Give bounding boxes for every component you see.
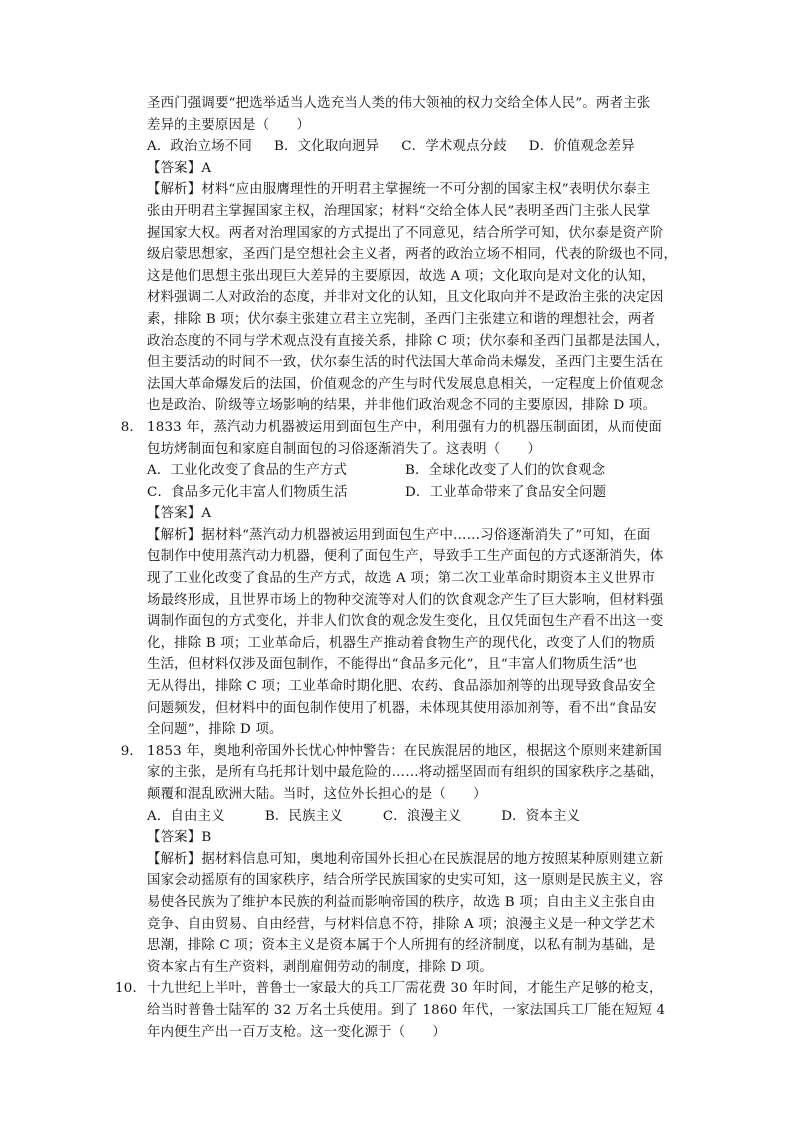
- question-number: 9．: [120, 743, 143, 759]
- question-stem-line: 给当时普鲁士陆军的 32 万名士兵使用。到了 1860 年代，一家法国兵工厂能在短短 4: [147, 1002, 666, 1018]
- answer: 【答案】A: [147, 506, 212, 522]
- option-c: C．浪漫主义: [382, 808, 462, 824]
- answer: 【答案】A: [147, 160, 212, 176]
- analysis-line: 但主要活动的时间不一致，伏尔泰生活的时代法国大革命尚未爆发，圣西门主要生活在: [147, 355, 664, 371]
- options-row: [147, 460, 649, 482]
- question-stem-line: [115, 978, 663, 1000]
- analysis-line: 政治态度的不同与学术观点没有直接关系，排除 C 项；伏尔泰和圣西门虽都是法国人，: [147, 333, 670, 349]
- analysis-line: 握国家大权。两者对治理国家的方式提出了不同意见，结合所学可知，伏尔泰是资产阶: [147, 225, 664, 241]
- analysis: [147, 525, 664, 741]
- question-stem-line: 颠覆和混乱欧洲大陆。当时，这位外长担心的是（ ）: [147, 787, 487, 802]
- analysis-line: 思潮，排除 C 项；资本主义是资本属于个人所拥有的经济制度，以私有制为基础，是: [147, 938, 656, 954]
- option-d: D．资本主义: [501, 808, 581, 824]
- analysis: [147, 849, 664, 979]
- analysis-line: 张由开明君主掌握国家主权，治理国家；材料“交给全体人民”表明圣西门主张人民掌: [147, 203, 651, 219]
- analysis-line: 国家会动摇原有的国家秩序，结合所学民族国家的史实可知，这一原则是民族主义，容: [147, 873, 664, 889]
- analysis-line: 【解析】材料“应由服膺理性的开明君主掌握统一不可分割的国家主权”表明伏尔泰主: [147, 182, 651, 198]
- question-stem-line: 家的主张，是所有乌托邦计划中最危险的……将动摇坚固而有组织的国家秩序之基础，: [147, 765, 664, 781]
- analysis-line: 场最终形成，且世界市场上的物种交流等对人们的饮食观念产生了巨大影响，但材料强: [147, 592, 664, 608]
- question-10: [115, 978, 666, 1043]
- option-b: B．全球化改变了人们的饮食观念: [405, 463, 606, 479]
- analysis-line: 材料强调二人对政治的态度，并非对文化的认知，且文化取向并不是政治主张的决定因: [147, 290, 664, 306]
- question-stem-line: 差异的主要原因是（ ）: [147, 117, 311, 133]
- options-row: [147, 806, 649, 828]
- question-stem-line: 年内便生产出一百万支枪。这一变化源于（ ）: [147, 1024, 446, 1040]
- question-number: 10．: [115, 981, 147, 997]
- option-b: B．民族主义: [264, 808, 343, 824]
- analysis-line: 易使各民族为了维护本民族的利益而影响帝国的秩序，故选 B 项；自由主义主张自由: [147, 894, 656, 910]
- options-row: [147, 482, 649, 504]
- option-c: C．学术观点分歧: [401, 139, 507, 155]
- analysis-line: 生活，但材料仅涉及面包制作，不能得出“食品多元化”，且“丰富人们物质生活”也: [147, 657, 638, 673]
- question-stem-line: [120, 417, 663, 439]
- question-7: [147, 93, 678, 417]
- analysis-line: 素，排除 B 项；伏尔泰主张建立君主立宪制，圣西门主张建立和谐的理想社会，两者: [147, 311, 656, 327]
- analysis-line: 包制作中使用蒸汽动力机器，便利了面包生产，导致手工生产面包的方式逐渐消失，体: [147, 549, 664, 565]
- analysis-line: 竞争、自由贸易、自由经营，与材料信息不符，排除 A 项；浪漫主义是一种文学艺术: [147, 916, 656, 932]
- option-d: D．价值观念差异: [528, 139, 635, 155]
- analysis-line: 现了工业化改变了食品的生产方式，故选 A 项；第二次工业革命时期资本主义世界市: [147, 571, 656, 587]
- question-stem-line: [120, 741, 663, 763]
- analysis-line: 法国大革命爆发后的法国，价值观念的产生与时代发展息息相关，一定程度上价值观念: [147, 376, 664, 392]
- analysis-line: 级启蒙思想家，圣西门是空想社会主义者，两者的政治立场不相同，代表的阶级也不同，: [147, 247, 678, 263]
- option-c: C．食品多元化丰富人们物质生活: [147, 484, 348, 500]
- option-a: A．政治立场不同: [147, 139, 253, 155]
- question-stem-line: 包坊烤制面包和家庭自制面包的习俗逐渐消失了。这表明（ ）: [147, 441, 542, 457]
- question-stem-text: 1833 年，蒸汽动力机器被运用到面包生产中，利用强有力的机器压制面团，从而使面: [147, 419, 663, 435]
- analysis-line: 无从得出，排除 C 项；工业革命时期化肥、农药、食品添加剂等的出现导致食品安全: [147, 679, 656, 695]
- question-number: 8．: [120, 419, 143, 435]
- option-b: B．文化取向迥异: [274, 139, 380, 155]
- analysis-line: 【解析】据材料信息可知，奥地利帝国外长担心在民族混居的地方按照某种原则建立新: [147, 851, 664, 867]
- question-stem-text: 1853 年，奥地利帝国外长忧心忡忡警告：在民族混居的地区，根据这个原则来建新国: [147, 743, 663, 759]
- option-a: A．工业化改变了食品的生产方式: [147, 463, 348, 479]
- analysis: [147, 179, 678, 417]
- analysis-line: 调制作面包的方式变化，并非人们饮食的观念发生变化，且仅凭面包生产看不出这一变: [147, 614, 664, 630]
- analysis-line: 这是他们思想主张出现巨大差异的主要原因，故选 A 项；文化取向是对文化的认知，: [147, 268, 656, 284]
- answer: 【答案】B: [147, 830, 212, 846]
- options-row: [147, 136, 649, 158]
- document-body: [115, 93, 678, 1043]
- analysis-line: 问题频发，但材料中的面包制作使用了机器，未体现其使用添加剂等，看不出“食品安: [147, 700, 657, 716]
- analysis-line: 【解析】据材料“蒸汽动力机器被运用到面包生产中……习俗逐渐消失了”可知，在面: [147, 527, 651, 543]
- analysis-line: 也是政治、阶级等立场影响的结果，并非他们政治观念不同的主要原因，排除 D 项。: [147, 398, 657, 414]
- analysis-line: 全问题”，排除 D 项。: [147, 722, 283, 738]
- option-d: D．工业革命带来了食品安全问题: [405, 484, 607, 500]
- question-8: [120, 417, 664, 741]
- question-stem-line: 圣西门强调要“把选举适当人选充当人类的伟大领袖的权力交给全体人民”。两者主张: [147, 96, 651, 111]
- analysis-line: 化，排除 B 项；工业革命后，机器生产推动着食物生产的现代化，改变了人们的物质: [147, 635, 656, 651]
- option-a: A．自由主义: [147, 808, 225, 824]
- question-9: [120, 741, 664, 979]
- question-stem-text: 十九世纪上半叶，普鲁士一家最大的兵工厂需花费 30 年时间，才能生产足够的枪支，: [147, 981, 663, 997]
- analysis-line: 资本家占有生产资料，剥削雇佣劳动的制度，排除 D 项。: [147, 959, 494, 975]
